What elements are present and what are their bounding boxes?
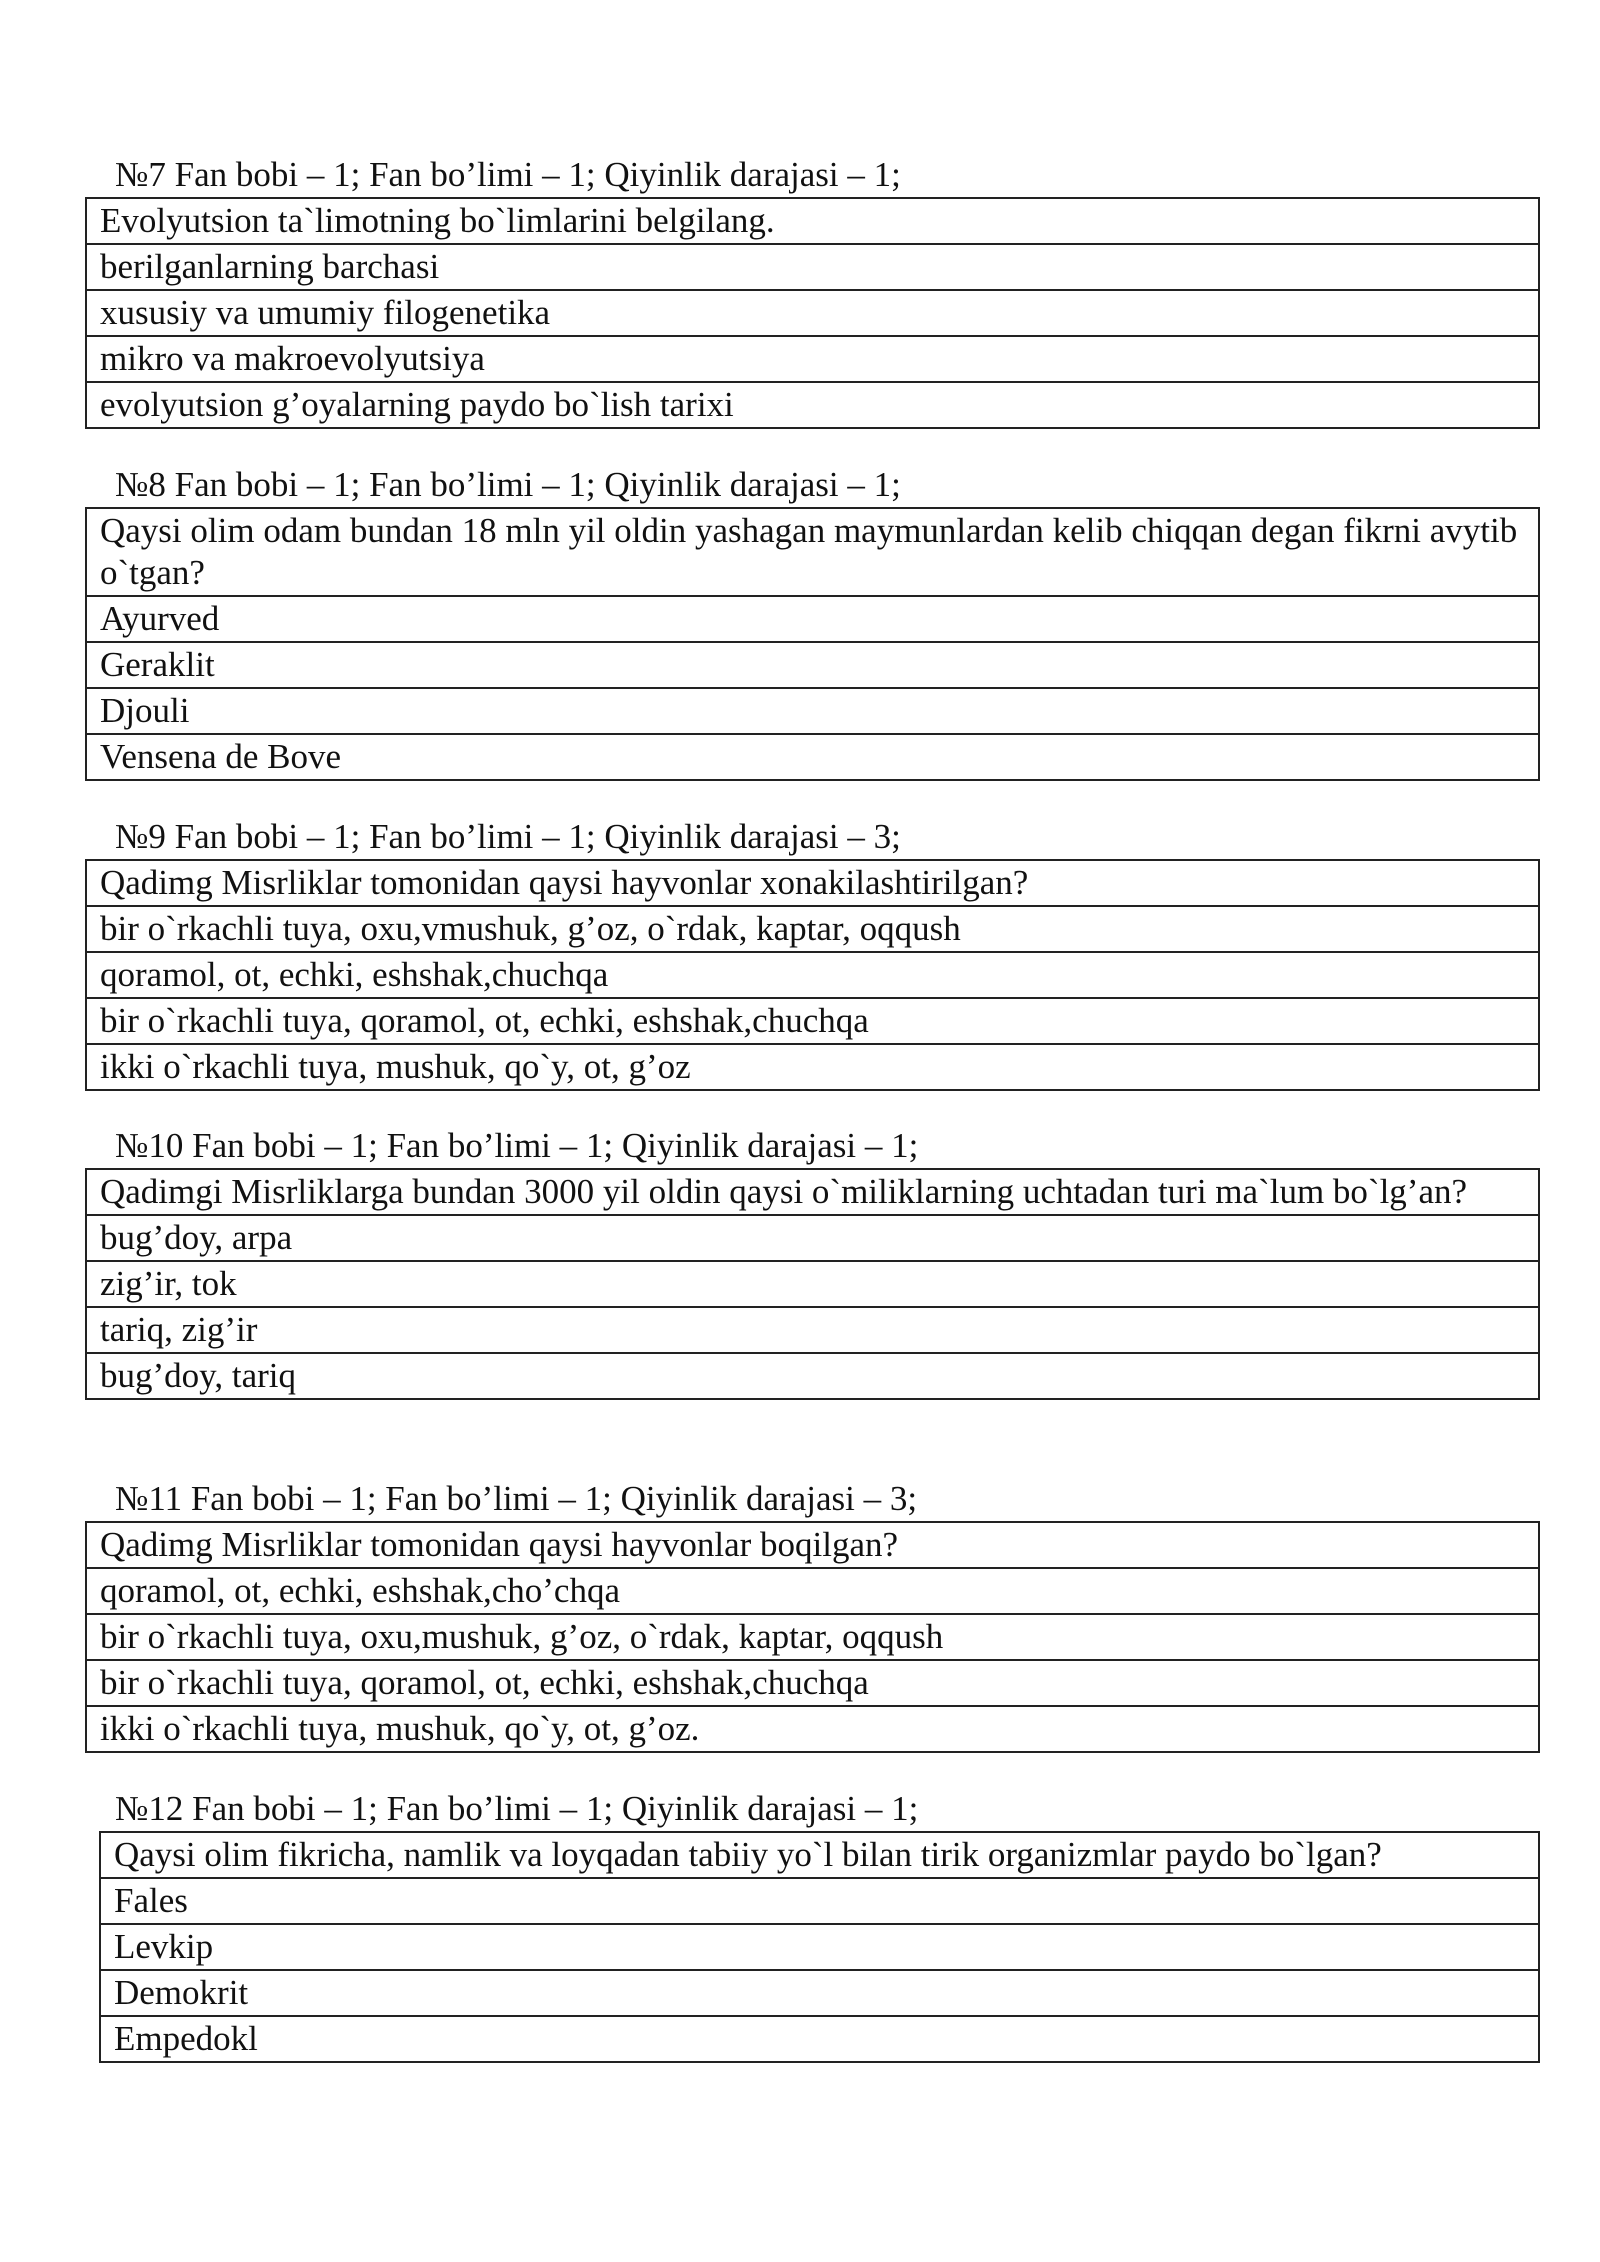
answer-option: ikki o`rkachli tuya, mushuk, qo`y, ot, g’oz [86, 1044, 1539, 1090]
answer-option: mikro va makroevolyutsiya [86, 336, 1539, 382]
answer-option: berilganlarning barchasi [86, 244, 1539, 290]
option-row [86, 336, 1539, 382]
option-row [86, 290, 1539, 336]
option-row [86, 1706, 1539, 1752]
question-text: Qadimg Misrliklar tomonidan qaysi hayvonlar boqilgan? [86, 1522, 1539, 1568]
question-text: Evolyutsion ta`limotning bo`limlarini belgilang. [86, 198, 1539, 244]
answer-option: evolyutsion g’oyalarning paydo bo`lish tarixi [86, 382, 1539, 428]
answer-option: bir o`rkachli tuya, qoramol, ot, echki, eshshak,chuchqa [86, 1660, 1539, 1706]
option-row [86, 1353, 1539, 1399]
option-row [86, 734, 1539, 780]
question-header: №8 Fan bobi – 1; Fan bo’limi – 1; Qiyinlik darajasi – 1; [115, 465, 901, 504]
answer-option: bir o`rkachli tuya, oxu,vmushuk, g’oz, o`rdak, kaptar, oqqush [86, 906, 1539, 952]
question-block-8 [85, 463, 1540, 781]
answer-option: tariq, zig’ir [86, 1307, 1539, 1353]
answer-option: bug’doy, arpa [86, 1215, 1539, 1261]
question-block-9 [85, 815, 1540, 1091]
option-row [86, 1307, 1539, 1353]
answer-option: zig’ir, tok [86, 1261, 1539, 1307]
question-row [100, 1832, 1539, 1878]
option-row [86, 642, 1539, 688]
answer-option: Levkip [100, 1924, 1539, 1970]
question-header: №12 Fan bobi – 1; Fan bo’limi – 1; Qiyinlik darajasi – 1; [115, 1789, 919, 1828]
question-header: №7 Fan bobi – 1; Fan bo’limi – 1; Qiyinlik darajasi – 1; [115, 155, 901, 194]
answer-option: ikki o`rkachli tuya, mushuk, qo`y, ot, g’oz. [86, 1706, 1539, 1752]
answer-option: qoramol, ot, echki, eshshak,cho’chqa [86, 1568, 1539, 1614]
question-table [85, 1521, 1540, 1753]
answer-option: Demokrit [100, 1970, 1539, 2016]
question-table [85, 197, 1540, 429]
question-block-11 [85, 1477, 1540, 1753]
question-text: Qaysi olim odam bundan 18 mln yil oldin yashagan maymunlardan kelib chiqqan degan fikrni avytib o`tgan? [86, 508, 1539, 596]
option-row [86, 906, 1539, 952]
question-header: №9 Fan bobi – 1; Fan bo’limi – 1; Qiyinlik darajasi – 3; [115, 817, 901, 856]
option-row [86, 244, 1539, 290]
answer-option: Geraklit [86, 642, 1539, 688]
question-row [86, 508, 1539, 596]
question-text: Qaysi olim fikricha, namlik va loyqadan tabiiy yo`l bilan tirik organizmlar paydo bo`lgan? [100, 1832, 1539, 1878]
answer-option: Vensena de Bove [86, 734, 1539, 780]
question-header: №11 Fan bobi – 1; Fan bo’limi – 1; Qiyinlik darajasi – 3; [115, 1479, 918, 1518]
answer-option: bug’doy, tariq [86, 1353, 1539, 1399]
option-row [86, 998, 1539, 1044]
question-table [85, 507, 1540, 781]
answer-option: xususiy va umumiy filogenetika [86, 290, 1539, 336]
option-row [86, 688, 1539, 734]
question-row [86, 1522, 1539, 1568]
option-row [86, 1568, 1539, 1614]
option-row [100, 1924, 1539, 1970]
answer-option: Empedokl [100, 2016, 1539, 2062]
question-header: №10 Fan bobi – 1; Fan bo’limi – 1; Qiyinlik darajasi – 1; [115, 1126, 919, 1165]
answer-option: Fales [100, 1878, 1539, 1924]
question-table [85, 859, 1540, 1091]
option-row [86, 1215, 1539, 1261]
question-table [85, 1168, 1540, 1400]
option-row [100, 1878, 1539, 1924]
answer-option: Djouli [86, 688, 1539, 734]
question-block-12 [99, 1787, 1540, 2063]
answer-option: qoramol, ot, echki, eshshak,chuchqa [86, 952, 1539, 998]
option-row [86, 952, 1539, 998]
option-row [100, 1970, 1539, 2016]
option-row [86, 1261, 1539, 1307]
question-row [86, 198, 1539, 244]
option-row [100, 2016, 1539, 2062]
answer-option: bir o`rkachli tuya, oxu,mushuk, g’oz, o`rdak, kaptar, oqqush [86, 1614, 1539, 1660]
question-block-10 [85, 1124, 1540, 1400]
answer-option: bir o`rkachli tuya, qoramol, ot, echki, eshshak,chuchqa [86, 998, 1539, 1044]
question-row [86, 860, 1539, 906]
option-row [86, 1614, 1539, 1660]
question-text: Qadimg Misrliklar tomonidan qaysi hayvonlar xonakilashtirilgan? [86, 860, 1539, 906]
option-row [86, 596, 1539, 642]
question-table [99, 1831, 1540, 2063]
question-text: Qadimgi Misrliklarga bundan 3000 yil oldin qaysi o`miliklarning uchtadan turi ma`lum bo`lg’an? [86, 1169, 1539, 1215]
question-row [86, 1169, 1539, 1215]
answer-option: Ayurved [86, 596, 1539, 642]
question-block-7 [85, 153, 1540, 429]
option-row [86, 382, 1539, 428]
option-row [86, 1044, 1539, 1090]
option-row [86, 1660, 1539, 1706]
